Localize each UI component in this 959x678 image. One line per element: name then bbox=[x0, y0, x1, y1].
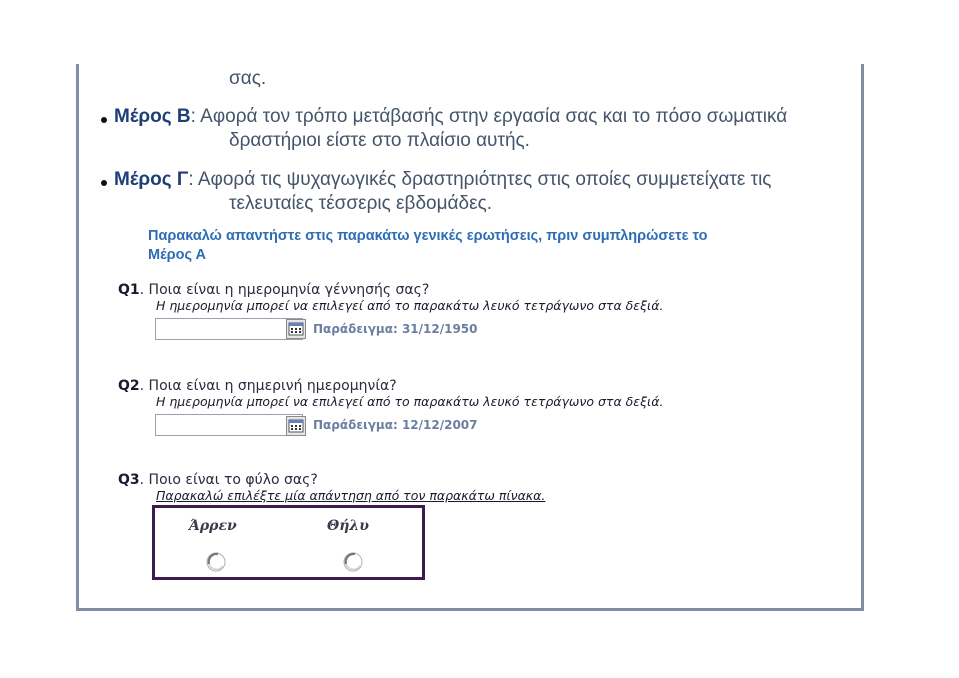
q1-number: Q1 bbox=[118, 282, 140, 298]
q2-question bbox=[118, 375, 397, 394]
gender-option-female-label: Θήλυ bbox=[327, 518, 369, 534]
part-b-line1 bbox=[114, 106, 787, 128]
q1-date-input[interactable] bbox=[155, 318, 303, 340]
q3-hint: Παρακαλώ επιλέξτε μία απάντηση από τον παρακάτω πίνακα. bbox=[156, 488, 546, 503]
q1-text: . Ποια είναι η ημερομηνία γέννησής σας? bbox=[139, 282, 430, 298]
intro-continuation: σας. bbox=[229, 68, 267, 89]
q1-question bbox=[118, 279, 429, 298]
gender-male-radio[interactable] bbox=[205, 551, 227, 573]
calendar-icon[interactable] bbox=[286, 416, 306, 436]
q2-hint: Η ημερομηνία μπορεί να επιλεγεί από το παρακάτω λευκό τετράγωνο στα δεξιά. bbox=[156, 394, 664, 409]
instruction-line1: Παρακαλώ απαντήστε στις παρακάτω γενικές ερωτήσεις, πριν συμπληρώσετε το bbox=[148, 228, 708, 244]
bullet-icon bbox=[101, 117, 107, 123]
part-b-desc: : Αφορά τον τρόπο μετάβασής στην εργασία σας και το πόσο σωματικά bbox=[190, 106, 788, 127]
gender-female-radio[interactable] bbox=[342, 551, 364, 573]
instruction-line2: Μέρος Α bbox=[148, 247, 206, 263]
part-c-line1 bbox=[114, 169, 771, 191]
q3-question bbox=[118, 469, 318, 488]
part-c-desc: : Αφορά τις ψυχαγωγικές δραστηριότητες στις οποίες συμμετείχατε τις bbox=[188, 169, 772, 190]
part-c-line2: τελευταίες τέσσερις εβδομάδες. bbox=[229, 193, 493, 214]
q2-date-input[interactable] bbox=[155, 414, 303, 436]
gender-table bbox=[152, 505, 425, 580]
q1-hint: Η ημερομηνία μπορεί να επιλεγεί από το παρακάτω λευκό τετράγωνο στα δεξιά. bbox=[156, 298, 664, 313]
gender-option-male-label: Άρρεν bbox=[189, 518, 237, 534]
q2-number: Q2 bbox=[118, 378, 140, 394]
q2-example: Παράδειγμα: 12/12/2007 bbox=[313, 418, 478, 432]
q1-example: Παράδειγμα: 31/12/1950 bbox=[313, 322, 478, 336]
part-b-title: Μέρος Β bbox=[114, 106, 191, 127]
bullet-icon bbox=[101, 180, 107, 186]
part-c-title: Μέρος Γ bbox=[114, 169, 189, 190]
q2-text: . Ποια είναι η σημερινή ημερομηνία? bbox=[139, 378, 397, 394]
q3-number: Q3 bbox=[118, 472, 140, 488]
part-b-line2: δραστήριοι είστε στο πλαίσιο αυτής. bbox=[229, 130, 530, 151]
q3-text: . Ποιο είναι το φύλο σας? bbox=[139, 472, 318, 488]
calendar-icon[interactable] bbox=[286, 319, 306, 339]
